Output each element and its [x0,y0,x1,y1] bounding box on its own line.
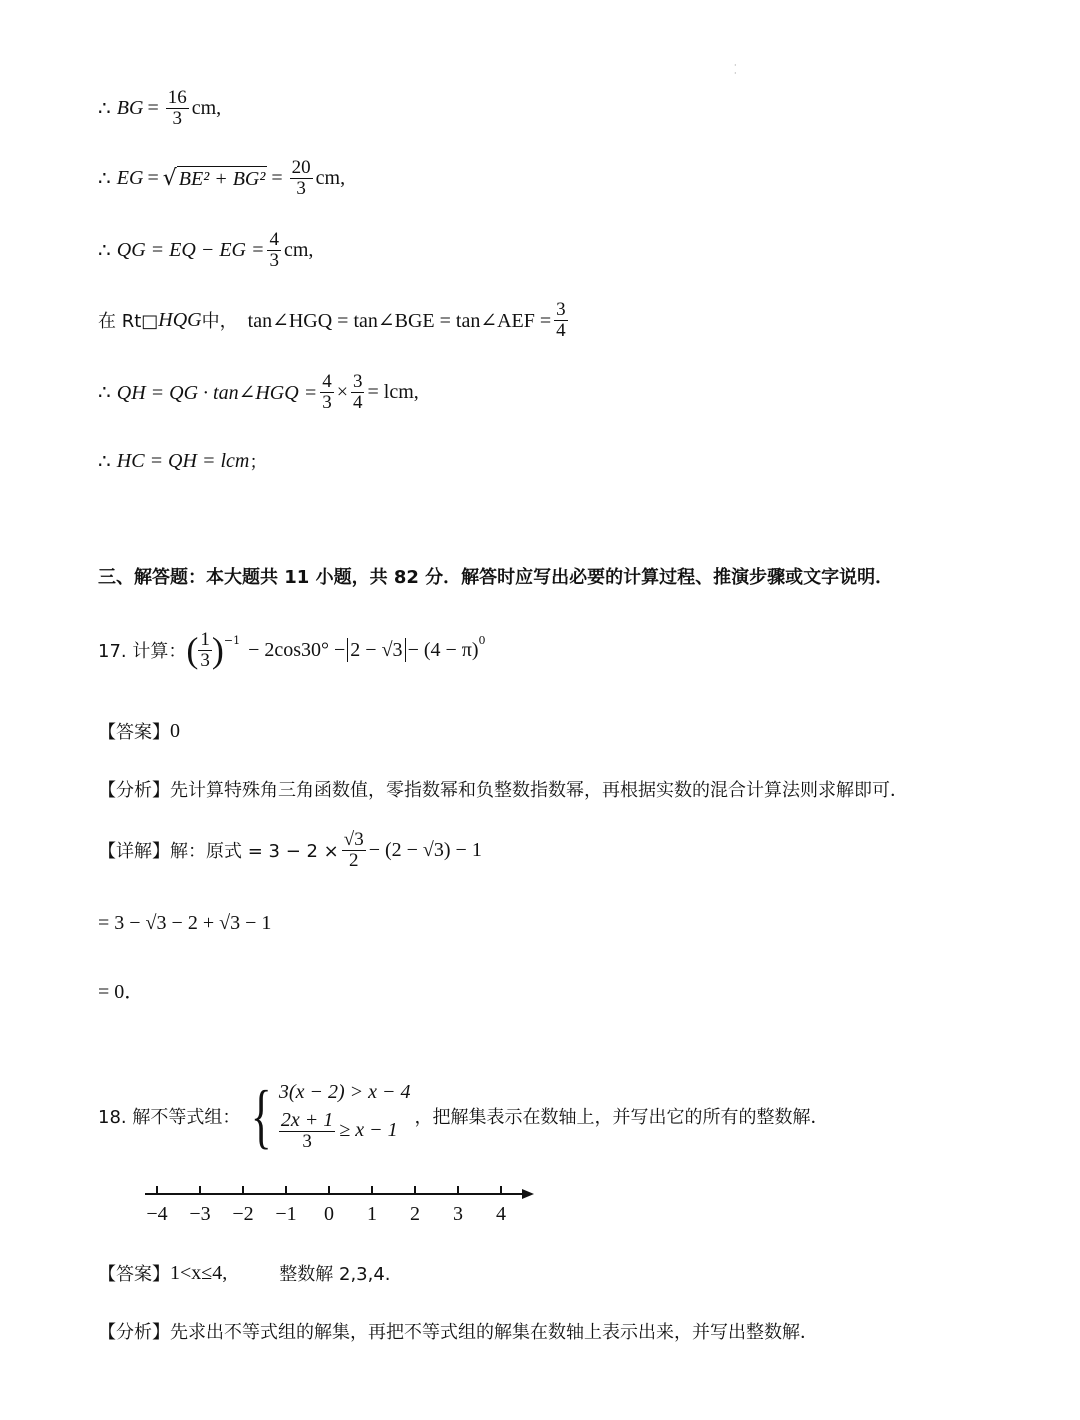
section-heading: 三、解答题：本大题共 11 小题，共 82 分．解答时应写出必要的计算过程、推演步骤或文字说明． [98,567,894,588]
fraction: $\frac{16}{3}$ [167,87,187,129]
line-bg: ∴ BG = $\frac{16}{3}$ cm , [98,87,222,129]
axis-tick-label: 2 [410,1203,420,1225]
axis-tick-label: 0 [324,1203,334,1225]
line-qg: ∴ QG = EQ − EG = $\frac{4}{3}$ cm , [98,229,314,271]
fraction: $\frac{4}{3}$ [269,229,279,271]
axis-tick-label: 4 [496,1203,506,1225]
inequality-system: { 3(x − 2) > x − 4 $\frac{2x + 1}{3}$ ≥ x − 1 [251,1076,411,1156]
axis-arrow [522,1189,534,1199]
question-17: 17. 计算： ( $\frac{1}{3}$ ) $^{-1}$ − 2cos30° − 2 − √3 − (4 − π) $^0$ [98,629,486,671]
corner-dots: · · [734,61,737,78]
fraction: $\frac{4}{3}$ [322,371,332,413]
axis-tick-label: 3 [453,1203,463,1225]
q17-detail: 【详解】 解：原式 = 3 − 2 × $\frac{√3}{2}$ − (2 − √3) − 1 [98,829,482,871]
q17-step-3: = 0． [98,981,145,1003]
fraction: $\frac{3}{4}$ [352,371,363,413]
fraction: $\frac{√3}{2}$ [343,829,364,871]
q18-answer: 【答案】 1<x≤4, 整数解 2,3,4. [98,1261,391,1285]
fraction: $\frac{1}{3}$ [200,629,210,671]
axis-tick-label: 1 [367,1203,377,1225]
axis-tick-label: −3 [189,1203,211,1225]
question-18: 18. 解不等式组： { 3(x − 2) > x − 4 $\frac{2x + 1}{3}$ ≥ x − 1 ，把解集表示在数轴上，并写出它的所有的整数解． [98,1076,829,1156]
q17-answer: 【答案】 0 [98,719,180,743]
fraction: $\frac{3}{4}$ [556,299,566,341]
line-tan: 在 Rt□ HQG 中， tan∠HGQ = tan∠BGE = tan∠AEF = $\frac{3}{4}$ [98,299,566,341]
line-hc: ∴ HC = QH = lcm ； [98,449,268,473]
axis-tick-label: −2 [232,1203,254,1225]
square-root: √ BE² + BG² [162,165,266,191]
line-qh: ∴ QH = QG · tan∠HGQ = $\frac{4}{3}$ × $\frac{3}{4}$ = lcm , [98,371,419,413]
q17-analysis: 【分析】 先计算特殊角三角函数值，零指数幂和负整数指数幂，再根据实数的混合计算法则求解即可． [98,780,908,801]
fraction: $\frac{20}{3}$ [291,157,311,199]
line-eg: ∴ EG = √ BE² + BG² = $\frac{20}{3}$ cm , [98,157,346,199]
axis-tick-label: −4 [146,1203,168,1225]
fraction: $\frac{2x + 1}{3}$ [280,1108,334,1152]
axis-tick-label: −1 [275,1203,297,1225]
q18-analysis: 【分析】 先求出不等式组的解集，再把不等式组的解集在数轴上表示出来，并写出整数解． [98,1322,818,1343]
number-line [140,1178,560,1228]
q17-step-2: = 3 − √3 − 2 + √3 − 1 [98,912,272,934]
